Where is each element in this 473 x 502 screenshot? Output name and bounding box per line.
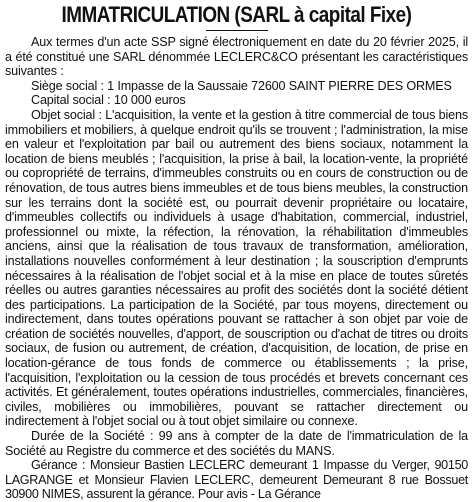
legal-notice xyxy=(5,2,468,502)
registered-office-paragraph: Siège social : 1 Impasse de la Saussaie 72600 SAINT PIERRE DES ORMES xyxy=(31,78,452,93)
duration-paragraph: Durée de la Société : 99 ans à compter de la date de l'immatriculation de la Société au Registre du commerce et des sociétés du MANS. xyxy=(5,429,468,458)
corporate-purpose-paragraph: Objet social : L'acquisition, la vente et la gestion à titre commercial de tous biens immobiliers et mobiliers, à quelque endroit qu'ils se trouvent ; l'administration, la mise en valeur et l'exploitation par bail ou autrement des biens sociaux, notamment la location de biens meublés ; l'acquisition, la prise à bail, la location-vente, la propriété ou copropriété de terrains, d'immeubles construits ou en cours de construction ou de rénovation, de tous autres biens immeubles et de tous biens meubles, la construction sur les terrains dont la société est, ou pourrait devenir propriétaire ou locataire, d'immeubles collectifs ou individuels à usage d'habitation, commercial, industriel, professionnel ou mixte, la réfection, la rénovation, la réhabilitation d'immeubles anciens, ainsi que la réalisation de tous travaux de transformation, amélioration, installations nouvelles conformément à leur destination ; la souscription d'emprunts nécessaires à la réalisation de l'objet social et à la mise en place de toutes sûretés réelles ou autres garanties nécessaires au profit des sociétés dont la société détient des participations. La participation de la Société, par tous moyens, directement ou indirectement, dans toutes opérations pouvant se rattacher à son objet par voie de création de sociétés nouvelles, d'apport, de souscription ou d'achat de titres ou droits sociaux, de fusion ou autrement, de création, d'acquisition, de location, de prise en location-gérance de tous fonds de commerce ou établissements ; la prise, l'acquisition, l'exploitation ou la cession de tous procédés et brevets concernant ces activités. Et généralement, toutes opérations industrielles, commerciales, financières, civiles, mobilières ou immobilières, pouvant se rattacher directement ou indirectement à l'objet social ou à tout objet similaire ou connexe. xyxy=(5,107,468,429)
management-paragraph: Gérance : Monsieur Bastien LECLERC demeurant 1 Impasse du Verger, 90150 LAGRANGE et Monsieur Flavien LECLERC, demeurent Demeurant 8 rue Bossuet 30900 NIMES, assurent la gérance. Pour avis - La Gérance xyxy=(5,458,468,502)
title-divider xyxy=(206,30,268,31)
notice-body xyxy=(5,35,468,502)
intro-paragraph: Aux termes d'un acte SSP signé électroniquement en date du 20 février 2025, il a été constitué une SARL dénommée LECLERC&CO présentant les caractéristiques suivantes : xyxy=(5,35,468,79)
share-capital-paragraph: Capital social : 10 000 euros xyxy=(31,93,186,108)
notice-title: IMMATRICULATION (SARL à capital Fixe) xyxy=(61,2,412,27)
